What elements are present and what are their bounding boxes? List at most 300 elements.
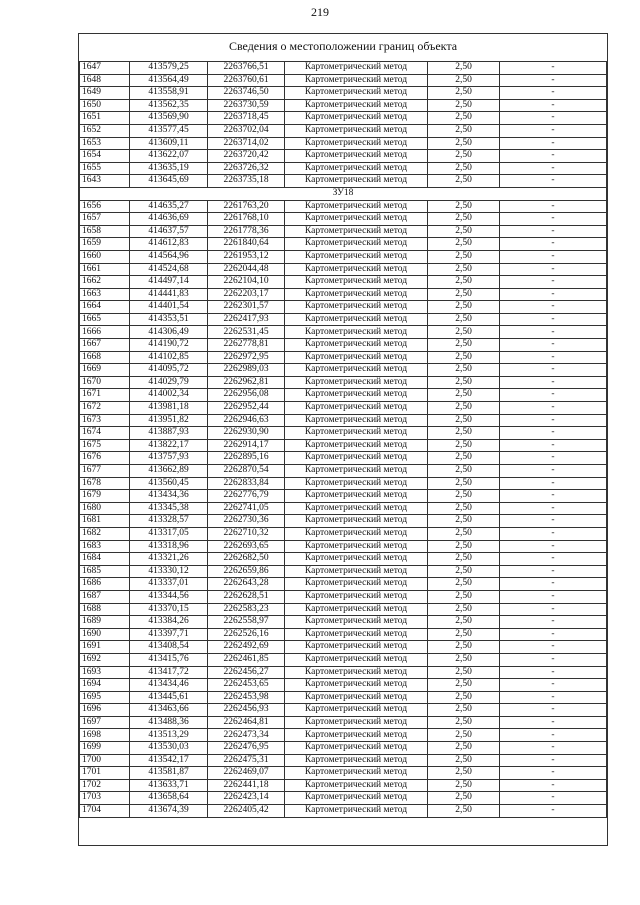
y-coordinate-cell: 2262972,95: [208, 351, 285, 364]
x-coordinate-cell: 413417,72: [130, 666, 208, 679]
description-cell: -: [500, 175, 607, 188]
description-cell: -: [500, 515, 607, 528]
accuracy-cell: 2,50: [428, 490, 500, 503]
y-coordinate-cell: 2262870,54: [208, 465, 285, 478]
table-row: [80, 225, 607, 238]
point-number-cell: 1702: [80, 779, 130, 792]
accuracy-cell: 2,50: [428, 276, 500, 289]
table-row: [80, 527, 607, 540]
y-coordinate-cell: 2262526,16: [208, 628, 285, 641]
table-row: [80, 250, 607, 263]
table-row: [80, 87, 607, 100]
point-number-cell: 1700: [80, 754, 130, 767]
description-cell: -: [500, 389, 607, 402]
method-cell: Картометрический метод: [285, 313, 428, 326]
point-number-cell: 1701: [80, 767, 130, 780]
x-coordinate-cell: 413981,18: [130, 402, 208, 415]
description-cell: -: [500, 402, 607, 415]
y-coordinate-cell: 2263702,04: [208, 124, 285, 137]
accuracy-cell: 2,50: [428, 716, 500, 729]
table-row: [80, 326, 607, 339]
point-number-cell: 1678: [80, 477, 130, 490]
description-cell: -: [500, 99, 607, 112]
point-number-cell: 1694: [80, 679, 130, 692]
y-coordinate-cell: 2262583,23: [208, 603, 285, 616]
table-row: [80, 389, 607, 402]
table-row: [80, 603, 607, 616]
method-cell: Картометрический метод: [285, 351, 428, 364]
method-cell: Картометрический метод: [285, 742, 428, 755]
table-row: [80, 351, 607, 364]
x-coordinate-cell: 414524,68: [130, 263, 208, 276]
accuracy-cell: 2,50: [428, 301, 500, 314]
table-row: [80, 641, 607, 654]
table-row: [80, 767, 607, 780]
method-cell: Картометрический метод: [285, 74, 428, 87]
x-coordinate-cell: 413562,35: [130, 99, 208, 112]
accuracy-cell: 2,50: [428, 74, 500, 87]
description-cell: -: [500, 628, 607, 641]
table-row: [80, 112, 607, 125]
point-number-cell: 1658: [80, 225, 130, 238]
y-coordinate-cell: 2263746,50: [208, 87, 285, 100]
method-cell: Картометрический метод: [285, 326, 428, 339]
x-coordinate-cell: 414029,79: [130, 376, 208, 389]
table-row: [80, 263, 607, 276]
description-cell: -: [500, 691, 607, 704]
description-cell: -: [500, 754, 607, 767]
x-coordinate-cell: 413581,87: [130, 767, 208, 780]
table-row: [80, 754, 607, 767]
accuracy-cell: 2,50: [428, 452, 500, 465]
accuracy-cell: 2,50: [428, 553, 500, 566]
point-number-cell: 1686: [80, 578, 130, 591]
point-number-cell: 1682: [80, 527, 130, 540]
x-coordinate-cell: 413415,76: [130, 653, 208, 666]
method-cell: Картометрический метод: [285, 805, 428, 818]
point-number-cell: 1662: [80, 276, 130, 289]
accuracy-cell: 2,50: [428, 213, 500, 226]
y-coordinate-cell: 2262203,17: [208, 288, 285, 301]
table-row: [80, 742, 607, 755]
point-number-cell: 1649: [80, 87, 130, 100]
accuracy-cell: 2,50: [428, 653, 500, 666]
description-cell: -: [500, 679, 607, 692]
x-coordinate-cell: 413662,89: [130, 465, 208, 478]
method-cell: Картометрический метод: [285, 162, 428, 175]
x-coordinate-cell: 414002,34: [130, 389, 208, 402]
x-coordinate-cell: 413434,36: [130, 490, 208, 503]
description-cell: -: [500, 729, 607, 742]
x-coordinate-cell: 413384,26: [130, 616, 208, 629]
method-cell: Картометрический метод: [285, 540, 428, 553]
x-coordinate-cell: 413609,11: [130, 137, 208, 150]
description-cell: -: [500, 124, 607, 137]
x-coordinate-cell: 413513,29: [130, 729, 208, 742]
table-row: [80, 175, 607, 188]
x-coordinate-cell: 413344,56: [130, 590, 208, 603]
x-coordinate-cell: 413317,05: [130, 527, 208, 540]
accuracy-cell: 2,50: [428, 402, 500, 415]
method-cell: Картометрический метод: [285, 339, 428, 352]
point-number-cell: 1679: [80, 490, 130, 503]
description-cell: -: [500, 87, 607, 100]
accuracy-cell: 2,50: [428, 465, 500, 478]
point-number-cell: 1667: [80, 339, 130, 352]
y-coordinate-cell: 2261953,12: [208, 250, 285, 263]
description-cell: -: [500, 213, 607, 226]
x-coordinate-cell: 413569,90: [130, 112, 208, 125]
method-cell: Картометрический метод: [285, 263, 428, 276]
method-cell: Картометрический метод: [285, 250, 428, 263]
table-row: [80, 716, 607, 729]
x-coordinate-cell: 413408,54: [130, 641, 208, 654]
point-number-cell: 1652: [80, 124, 130, 137]
x-coordinate-cell: 414497,14: [130, 276, 208, 289]
description-cell: -: [500, 351, 607, 364]
point-number-cell: 1647: [80, 62, 130, 75]
x-coordinate-cell: 414401,54: [130, 301, 208, 314]
point-number-cell: 1687: [80, 590, 130, 603]
point-number-cell: 1666: [80, 326, 130, 339]
method-cell: Картометрический метод: [285, 62, 428, 75]
accuracy-cell: 2,50: [428, 729, 500, 742]
description-cell: -: [500, 162, 607, 175]
description-cell: -: [500, 137, 607, 150]
x-coordinate-cell: 413321,26: [130, 553, 208, 566]
method-cell: Картометрический метод: [285, 616, 428, 629]
accuracy-cell: 2,50: [428, 175, 500, 188]
table-row: [80, 490, 607, 503]
description-cell: -: [500, 439, 607, 452]
x-coordinate-cell: 413757,93: [130, 452, 208, 465]
table-row: [80, 502, 607, 515]
table-row: [80, 452, 607, 465]
description-cell: -: [500, 527, 607, 540]
x-coordinate-cell: 414636,69: [130, 213, 208, 226]
accuracy-cell: 2,50: [428, 150, 500, 163]
point-number-cell: 1690: [80, 628, 130, 641]
accuracy-cell: 2,50: [428, 540, 500, 553]
method-cell: Картометрический метод: [285, 641, 428, 654]
method-cell: Картометрический метод: [285, 389, 428, 402]
table-row: [80, 465, 607, 478]
table-row: [80, 376, 607, 389]
method-cell: Картометрический метод: [285, 779, 428, 792]
description-cell: -: [500, 376, 607, 389]
accuracy-cell: 2,50: [428, 616, 500, 629]
method-cell: Картометрический метод: [285, 716, 428, 729]
table-row: [80, 653, 607, 666]
coordinates-table-body: [80, 62, 607, 818]
method-cell: Картометрический метод: [285, 679, 428, 692]
method-cell: Картометрический метод: [285, 767, 428, 780]
table-row: [80, 162, 607, 175]
accuracy-cell: 2,50: [428, 87, 500, 100]
x-coordinate-cell: 414095,72: [130, 364, 208, 377]
y-coordinate-cell: 2262475,31: [208, 754, 285, 767]
table-row: [80, 679, 607, 692]
y-coordinate-cell: 2262473,34: [208, 729, 285, 742]
y-coordinate-cell: 2262778,81: [208, 339, 285, 352]
accuracy-cell: 2,50: [428, 200, 500, 213]
description-cell: -: [500, 792, 607, 805]
table-row: [80, 313, 607, 326]
accuracy-cell: 2,50: [428, 628, 500, 641]
description-cell: -: [500, 364, 607, 377]
point-number-cell: 1689: [80, 616, 130, 629]
table-row: [80, 540, 607, 553]
accuracy-cell: 2,50: [428, 603, 500, 616]
y-coordinate-cell: 2263735,18: [208, 175, 285, 188]
y-coordinate-cell: 2263718,45: [208, 112, 285, 125]
method-cell: Картометрический метод: [285, 439, 428, 452]
point-number-cell: 1670: [80, 376, 130, 389]
page-number: 219: [311, 5, 329, 19]
accuracy-cell: 2,50: [428, 414, 500, 427]
table-row: [80, 565, 607, 578]
point-number-cell: 1692: [80, 653, 130, 666]
point-number-cell: 1683: [80, 540, 130, 553]
accuracy-cell: 2,50: [428, 225, 500, 238]
accuracy-cell: 2,50: [428, 477, 500, 490]
description-cell: -: [500, 590, 607, 603]
x-coordinate-cell: 413542,17: [130, 754, 208, 767]
y-coordinate-cell: 2262456,27: [208, 666, 285, 679]
description-cell: -: [500, 276, 607, 289]
point-number-cell: 1681: [80, 515, 130, 528]
point-number-cell: 1668: [80, 351, 130, 364]
description-cell: -: [500, 666, 607, 679]
description-cell: -: [500, 716, 607, 729]
table-row: [80, 779, 607, 792]
point-number-cell: 1685: [80, 565, 130, 578]
point-number-cell: 1656: [80, 200, 130, 213]
description-cell: -: [500, 653, 607, 666]
boundary-table-frame: [78, 33, 608, 846]
method-cell: Картометрический метод: [285, 238, 428, 251]
point-number-cell: 1676: [80, 452, 130, 465]
method-cell: Картометрический метод: [285, 515, 428, 528]
table-row: [80, 150, 607, 163]
method-cell: Картометрический метод: [285, 124, 428, 137]
point-number-cell: 1657: [80, 213, 130, 226]
y-coordinate-cell: 2262628,51: [208, 590, 285, 603]
accuracy-cell: 2,50: [428, 263, 500, 276]
y-coordinate-cell: 2262104,10: [208, 276, 285, 289]
table-row: [80, 124, 607, 137]
table-row: [80, 238, 607, 251]
method-cell: Картометрический метод: [285, 150, 428, 163]
accuracy-cell: 2,50: [428, 666, 500, 679]
point-number-cell: 1684: [80, 553, 130, 566]
y-coordinate-cell: 2263726,32: [208, 162, 285, 175]
description-cell: -: [500, 490, 607, 503]
accuracy-cell: 2,50: [428, 238, 500, 251]
y-coordinate-cell: 2262930,90: [208, 427, 285, 440]
point-number-cell: 1655: [80, 162, 130, 175]
accuracy-cell: 2,50: [428, 779, 500, 792]
x-coordinate-cell: 414441,83: [130, 288, 208, 301]
method-cell: Картометрический метод: [285, 628, 428, 641]
accuracy-cell: 2,50: [428, 704, 500, 717]
accuracy-cell: 2,50: [428, 805, 500, 818]
table-row: [80, 553, 607, 566]
point-number-cell: 1671: [80, 389, 130, 402]
accuracy-cell: 2,50: [428, 137, 500, 150]
method-cell: Картометрический метод: [285, 137, 428, 150]
table-row: [80, 276, 607, 289]
x-coordinate-cell: 413674,39: [130, 805, 208, 818]
accuracy-cell: 2,50: [428, 578, 500, 591]
description-cell: -: [500, 200, 607, 213]
point-number-cell: 1703: [80, 792, 130, 805]
description-cell: -: [500, 339, 607, 352]
y-coordinate-cell: 2262741,05: [208, 502, 285, 515]
point-number-cell: 1660: [80, 250, 130, 263]
description-cell: -: [500, 578, 607, 591]
point-number-cell: 1654: [80, 150, 130, 163]
y-coordinate-cell: 2262476,95: [208, 742, 285, 755]
y-coordinate-cell: 2262895,16: [208, 452, 285, 465]
point-number-cell: 1699: [80, 742, 130, 755]
x-coordinate-cell: 413530,03: [130, 742, 208, 755]
y-coordinate-cell: 2262453,65: [208, 679, 285, 692]
accuracy-cell: 2,50: [428, 313, 500, 326]
method-cell: Картометрический метод: [285, 402, 428, 415]
accuracy-cell: 2,50: [428, 99, 500, 112]
y-coordinate-cell: 2262693,65: [208, 540, 285, 553]
y-coordinate-cell: 2262682,50: [208, 553, 285, 566]
x-coordinate-cell: 414102,85: [130, 351, 208, 364]
y-coordinate-cell: 2262710,32: [208, 527, 285, 540]
accuracy-cell: 2,50: [428, 162, 500, 175]
x-coordinate-cell: 413445,61: [130, 691, 208, 704]
method-cell: Картометрический метод: [285, 502, 428, 515]
accuracy-cell: 2,50: [428, 364, 500, 377]
y-coordinate-cell: 2262461,85: [208, 653, 285, 666]
point-number-cell: 1704: [80, 805, 130, 818]
table-row: [80, 439, 607, 452]
x-coordinate-cell: 413887,93: [130, 427, 208, 440]
description-cell: -: [500, 565, 607, 578]
table-row: [80, 99, 607, 112]
table-row: [80, 666, 607, 679]
y-coordinate-cell: 2262464,81: [208, 716, 285, 729]
method-cell: Картометрический метод: [285, 704, 428, 717]
accuracy-cell: 2,50: [428, 515, 500, 528]
y-coordinate-cell: 2262962,81: [208, 376, 285, 389]
accuracy-cell: 2,50: [428, 250, 500, 263]
y-coordinate-cell: 2263720,42: [208, 150, 285, 163]
description-cell: -: [500, 779, 607, 792]
description-cell: -: [500, 250, 607, 263]
y-coordinate-cell: 2263730,59: [208, 99, 285, 112]
accuracy-cell: 2,50: [428, 351, 500, 364]
method-cell: Картометрический метод: [285, 527, 428, 540]
y-coordinate-cell: 2262833,84: [208, 477, 285, 490]
method-cell: Картометрический метод: [285, 452, 428, 465]
method-cell: Картометрический метод: [285, 729, 428, 742]
y-coordinate-cell: 2262558,97: [208, 616, 285, 629]
x-coordinate-cell: 413434,46: [130, 679, 208, 692]
method-cell: Картометрический метод: [285, 376, 428, 389]
y-coordinate-cell: 2262956,08: [208, 389, 285, 402]
description-cell: -: [500, 313, 607, 326]
description-cell: -: [500, 553, 607, 566]
y-coordinate-cell: 2261763,20: [208, 200, 285, 213]
table-row: [80, 288, 607, 301]
x-coordinate-cell: 413318,96: [130, 540, 208, 553]
table-row: [80, 213, 607, 226]
accuracy-cell: 2,50: [428, 792, 500, 805]
y-coordinate-cell: 2261768,10: [208, 213, 285, 226]
accuracy-cell: 2,50: [428, 641, 500, 654]
accuracy-cell: 2,50: [428, 62, 500, 75]
description-cell: -: [500, 704, 607, 717]
method-cell: Картометрический метод: [285, 653, 428, 666]
table-row: [80, 402, 607, 415]
accuracy-cell: 2,50: [428, 679, 500, 692]
section-label: ЗУ18: [80, 187, 607, 200]
description-cell: -: [500, 238, 607, 251]
point-number-cell: 1695: [80, 691, 130, 704]
x-coordinate-cell: 414353,51: [130, 313, 208, 326]
point-number-cell: 1693: [80, 666, 130, 679]
point-number-cell: 1674: [80, 427, 130, 440]
table-row: [80, 364, 607, 377]
method-cell: Картометрический метод: [285, 578, 428, 591]
method-cell: Картометрический метод: [285, 477, 428, 490]
y-coordinate-cell: 2262531,45: [208, 326, 285, 339]
point-number-cell: 1665: [80, 313, 130, 326]
method-cell: Картометрический метод: [285, 112, 428, 125]
x-coordinate-cell: 414306,49: [130, 326, 208, 339]
table-row: [80, 339, 607, 352]
table-row: [80, 62, 607, 75]
description-cell: -: [500, 150, 607, 163]
x-coordinate-cell: 413370,15: [130, 603, 208, 616]
y-coordinate-cell: 2262453,98: [208, 691, 285, 704]
accuracy-cell: 2,50: [428, 767, 500, 780]
description-cell: -: [500, 805, 607, 818]
description-cell: -: [500, 301, 607, 314]
y-coordinate-cell: 2262730,36: [208, 515, 285, 528]
method-cell: Картометрический метод: [285, 175, 428, 188]
y-coordinate-cell: 2262044,48: [208, 263, 285, 276]
table-row: [80, 590, 607, 603]
point-number-cell: 1673: [80, 414, 130, 427]
point-number-cell: 1677: [80, 465, 130, 478]
x-coordinate-cell: 413658,64: [130, 792, 208, 805]
table-row: [80, 616, 607, 629]
description-cell: -: [500, 603, 607, 616]
description-cell: -: [500, 326, 607, 339]
coordinates-table: [79, 61, 607, 818]
section-row: [80, 187, 607, 200]
point-number-cell: 1691: [80, 641, 130, 654]
table-row: [80, 578, 607, 591]
accuracy-cell: 2,50: [428, 389, 500, 402]
method-cell: Картометрический метод: [285, 553, 428, 566]
description-cell: -: [500, 465, 607, 478]
method-cell: Картометрический метод: [285, 87, 428, 100]
table-row: [80, 414, 607, 427]
accuracy-cell: 2,50: [428, 376, 500, 389]
table-title: Сведения о местоположении границ объекта: [228, 39, 458, 53]
method-cell: Картометрический метод: [285, 225, 428, 238]
point-number-cell: 1648: [80, 74, 130, 87]
